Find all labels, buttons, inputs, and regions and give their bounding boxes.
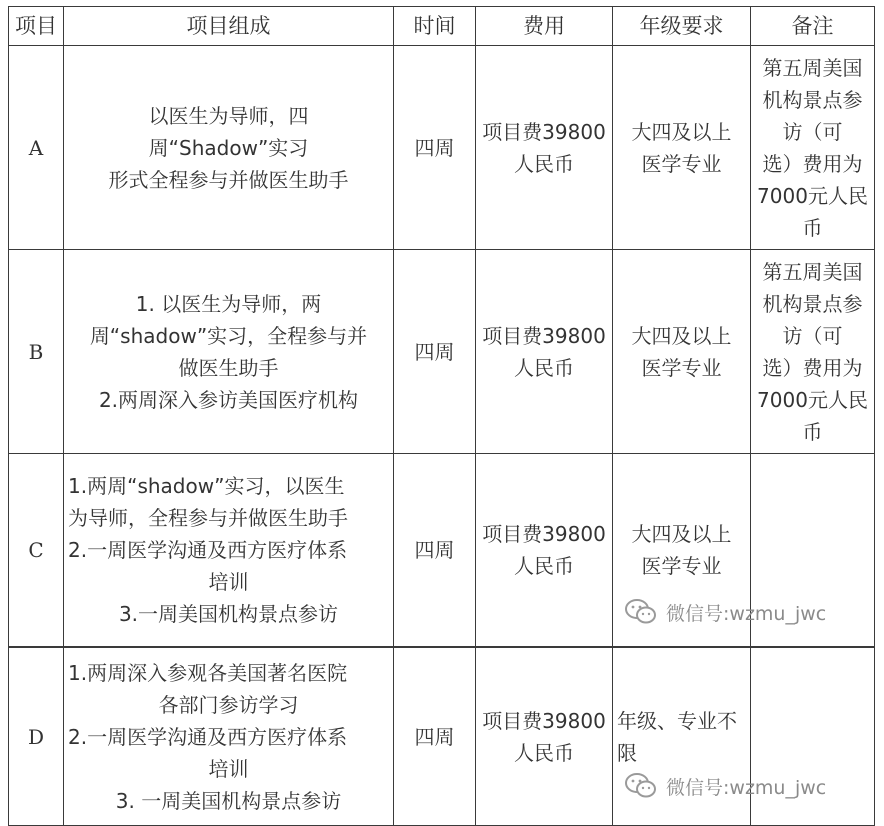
note-line: 访（可 [782, 119, 843, 144]
note-cell [751, 250, 875, 454]
program-table-page [8, 6, 876, 822]
watermark-text: 微信号:wzmu_jwc [666, 776, 827, 799]
note-line: 7000元人民 [757, 183, 868, 208]
grade-line: 医学专业 [641, 554, 722, 578]
fee-line: 人民币 [514, 554, 574, 578]
fee-line: 项目费39800 [482, 522, 606, 546]
composition-line: 周“shadow”实习，全程参与并 [89, 323, 368, 348]
fee-line: 人民币 [514, 151, 574, 176]
header-note: 备注 [751, 7, 875, 46]
composition-line: 培训 [208, 570, 249, 594]
fee-line: 项目费39800 [482, 323, 606, 348]
composition-line: 2.一周医学沟通及西方医疗体系 [68, 724, 348, 749]
table-row [9, 250, 875, 454]
grade-line: 大四及以上 [631, 323, 732, 348]
composition-cell [64, 250, 394, 454]
composition-cell [64, 454, 394, 648]
grade-cell [613, 46, 751, 250]
composition-line: 3. 一周美国机构景点参访 [115, 788, 342, 813]
project-id-cell: A [9, 46, 64, 250]
composition-line: 3.一周美国机构景点参访 [118, 602, 339, 626]
composition-line: 培训 [208, 756, 249, 781]
composition-line: 1. 以医生为导师，两 [135, 291, 322, 316]
note-line: 币 [802, 215, 823, 240]
wechat-icon [624, 772, 658, 800]
fee-line: 项目费39800 [482, 119, 606, 144]
header-time: 时间 [394, 7, 476, 46]
note-line: 第五周美国 [762, 259, 863, 284]
header-row [9, 7, 875, 46]
watermark-text: 微信号:wzmu_jwc [666, 602, 827, 625]
table-row [9, 46, 875, 250]
fee-line: 项目费39800 [482, 708, 606, 733]
grade-line: 年级、专业不 [617, 708, 737, 733]
composition-line: 1.两周深入参观各美国著名医院 [68, 660, 348, 685]
fee-cell [476, 647, 613, 826]
note-line: 机构景点参 [762, 291, 863, 316]
note-line: 选）费用为 [762, 151, 863, 176]
composition-line: 各部门参访学习 [158, 692, 299, 717]
note-cell [751, 46, 875, 250]
composition-line: 周“Shadow”实习 [148, 135, 309, 160]
grade-line: 大四及以上 [631, 119, 732, 144]
grade-line: 医学专业 [641, 151, 722, 176]
composition-line: 形式全程参与并做医生助手 [108, 167, 349, 192]
fee-cell [476, 454, 613, 648]
note-line: 访（可 [782, 323, 843, 348]
header-composition: 项目组成 [64, 7, 394, 46]
header-project: 项目 [9, 7, 64, 46]
note-line: 7000元人民 [757, 387, 868, 412]
composition-cell [64, 46, 394, 250]
note-line: 机构景点参 [762, 87, 863, 112]
fee-cell [476, 250, 613, 454]
header-fee: 费用 [476, 7, 613, 46]
composition-line: 为导师，全程参与并做医生助手 [68, 506, 348, 530]
grade-line: 限 [617, 740, 637, 765]
program-table [8, 6, 875, 826]
time-cell: 四周 [394, 46, 476, 250]
fee-cell [476, 46, 613, 250]
composition-line: 2.一周医学沟通及西方医疗体系 [68, 538, 348, 562]
note-line: 币 [802, 419, 823, 444]
time-cell: 四周 [394, 250, 476, 454]
composition-line: 2.两周深入参访美国医疗机构 [98, 387, 359, 412]
wechat-icon [624, 598, 658, 626]
note-line: 第五周美国 [762, 55, 863, 80]
grade-line: 医学专业 [641, 355, 722, 380]
watermark [624, 772, 826, 800]
project-id-cell: C [9, 454, 64, 648]
composition-line: 做医生助手 [178, 355, 279, 380]
time-cell: 四周 [394, 647, 476, 826]
header-grade: 年级要求 [613, 7, 751, 46]
fee-line: 人民币 [514, 355, 574, 380]
time-cell: 四周 [394, 454, 476, 648]
fee-line: 人民币 [514, 740, 574, 765]
composition-line: 以医生为导师，四 [148, 103, 309, 128]
note-line: 选）费用为 [762, 355, 863, 380]
grade-cell [613, 250, 751, 454]
project-id-cell: D [9, 647, 64, 826]
watermark [624, 598, 826, 626]
composition-line: 1.两周“shadow”实习，以医生 [68, 474, 345, 498]
composition-cell [64, 647, 394, 826]
grade-line: 大四及以上 [631, 522, 732, 546]
project-id-cell: B [9, 250, 64, 454]
